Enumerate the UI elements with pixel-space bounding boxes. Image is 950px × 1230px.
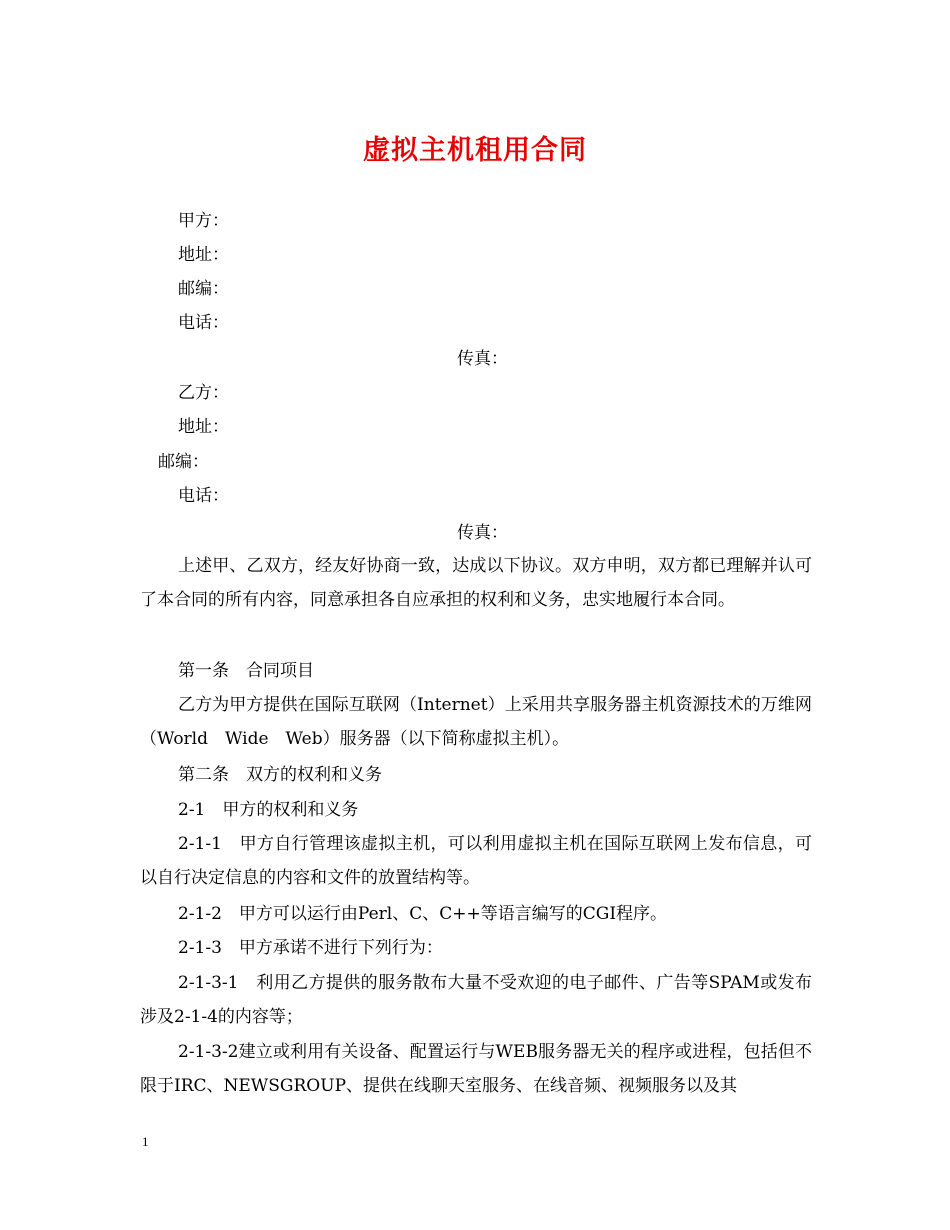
section-2-1-heading: 2-1 甲方的权利和义务 — [178, 800, 359, 820]
party-a-postcode: 邮编： — [178, 279, 229, 299]
clause-2-1-3: 2-1-3 甲方承诺不进行下列行为： — [178, 938, 443, 958]
party-b-phone: 电话： — [178, 486, 229, 506]
clause-2-1-2: 2-1-2 甲方可以运行由Perl、C、C++等语言编写的CGI程序。 — [178, 904, 668, 924]
article-2-heading: 第二条 双方的权利和义务 — [178, 765, 382, 785]
page-number: 1 — [142, 1134, 149, 1149]
article-1-body: 乙方为甲方提供在国际互联网（Internet）上采用共享服务器主机资源技术的万维网（World Wide Web）服务器（以下简称虚拟主机）。 — [140, 695, 812, 749]
party-b-address: 地址： — [178, 417, 229, 437]
page-title: 虚拟主机租用合同 — [363, 135, 587, 166]
party-a-address: 地址： — [178, 245, 229, 265]
party-b-label: 乙方： — [178, 383, 229, 403]
party-a-label: 甲方： — [178, 211, 229, 231]
party-a-fax: 传真： — [457, 349, 508, 369]
article-1-heading: 第一条 合同项目 — [178, 661, 314, 681]
party-a-phone: 电话： — [178, 313, 229, 333]
clause-2-1-3-2: 2-1-3-2建立或利用有关设备、配置运行与WEB服务器无关的程序或进程，包括但不限于IRC、NEWSGROUP、提供在线聊天室服务、在线音频、视频服务以及其 — [140, 1042, 812, 1096]
party-b-fax: 传真： — [457, 523, 508, 543]
clause-2-1-3-1: 2-1-3-1 利用乙方提供的服务散布大量不受欢迎的电子邮件、广告等SPAM或发布涉及2-1-4的内容等； — [140, 973, 812, 1027]
intro-paragraph: 上述甲、乙双方，经友好协商一致，达成以下协议。双方申明，双方都已理解并认可了本合同的所有内容，同意承担各自应承担的权利和义务，忠实地履行本合同。 — [140, 556, 812, 610]
clause-2-1-1: 2-1-1 甲方自行管理该虚拟主机，可以利用虚拟主机在国际互联网上发布信息，可以自行决定信息的内容和文件的放置结构等。 — [140, 834, 812, 888]
party-b-postcode: 邮编： — [158, 452, 209, 472]
